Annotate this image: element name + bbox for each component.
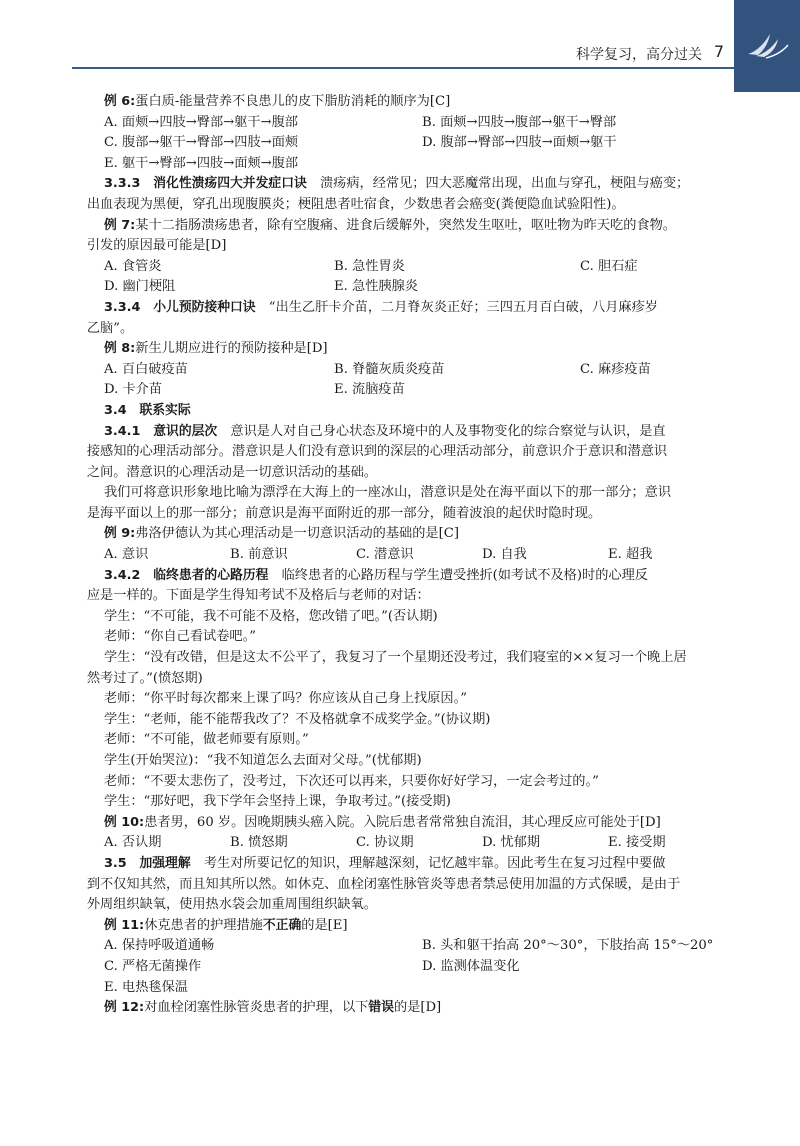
option-d: D. 幽门梗阻 (104, 279, 176, 295)
option-b: B. 愤怒期 (230, 835, 288, 851)
option-c: C. 潜意识 (356, 547, 414, 563)
option-a: A. 面颊→四肢→臀部→躯干→腹部 (104, 114, 298, 130)
option-a: A. 意识 (104, 547, 149, 563)
dialog-line: 老师：“不要太悲伤了，没考过，下次还可以再来，只要你好好学习，一定会考过的。” (104, 773, 599, 789)
example-10-question: 例 10:患者男，60 岁。因晚期胰头癌入院。入院后患者常常独自流泪，其心理反应可能处于[D] (104, 814, 661, 830)
section-3-3-3-text: 出血表现为黑便，穿孔出现腹膜炎；梗阻患者吐宿食，少数患者会癌变(粪便隐血试验阳性)。 (86, 196, 625, 212)
option-e: E. 躯干→臀部→四肢→面颊→腹部 (104, 155, 299, 171)
option-c: C. 胆石症 (580, 258, 638, 274)
option-e: E. 接受期 (608, 835, 666, 851)
section-3-4-2-text: 应是一样的。下面是学生得知考试不及格后与老师的对话： (86, 588, 430, 604)
page-number: 7 (713, 42, 724, 61)
dialog-line: 学生：“老师，能不能帮我改了？不及格就拿不成奖学金。”(协议期) (104, 711, 491, 727)
option-d: D. 腹部→臀部→四肢→面颊→躯干 (422, 135, 617, 151)
example-12-question: 例 12:对血栓闭塞性脉管炎患者的护理，以下错误的是[D] (104, 1000, 442, 1016)
section-3-3-3: 3.3.3 消化性溃疡四大并发症口诀 溃疡病，经常见；四大恶魔常出现，出血与穿孔，梗阻与癌变； (104, 176, 690, 192)
option-b: B. 头和躯干抬高 20°～30°，下肢抬高 15°～20° (422, 938, 714, 954)
option-b: B. 面颊→四肢→腹部→躯干→臀部 (422, 114, 617, 130)
option-b: B. 前意识 (230, 547, 288, 563)
dialog-line: 然考过了。”(愤怒期) (86, 670, 203, 686)
option-c: C. 严格无菌操作 (104, 958, 202, 974)
example-7-options-row2 (104, 277, 732, 298)
example-8-question: 例 8:新生儿期应进行的预防接种是[D] (104, 341, 328, 357)
example-6-options-row1 (104, 113, 732, 134)
dialog-line: 老师：“你自己看试卷吧。” (104, 629, 256, 645)
dialog-line: 学生：“不可能，我不可能不及格，您改错了吧。”(否认期) (104, 608, 438, 624)
section-3-4-1-text: 之间。潜意识的心理活动是一切意识活动的基础。 (86, 464, 377, 480)
page-header (0, 0, 800, 92)
option-e: E. 超我 (608, 547, 653, 563)
section-3-3-4: 3.3.4 小儿预防接种口诀 “出生乙肝卡介苗，二月脊灰炎正好；三四五月百白破，八月麻疹岁 (104, 299, 658, 315)
dialog-line: 学生：“没有改错，但是这太不公平了，我复习了一个星期还没考过，我们寝室的××复习一个晚上居 (104, 650, 687, 666)
option-e: E. 流脑疫苗 (334, 382, 405, 398)
example-11-question: 例 11:休克患者的护理措施不正确的是[E] (104, 917, 348, 933)
section-3-4-1-para2: 我们可将意识形象地比喻为漂浮在大海上的一座冰山，潜意识是处在海平面以下的那一部分；意识 (104, 485, 672, 501)
option-d: D. 忧郁期 (482, 835, 541, 851)
option-d: D. 自我 (482, 547, 527, 563)
dialog-line: 老师：“你平时每次都来上课了吗？你应该从自己身上找原因。” (104, 691, 467, 707)
dialog-line: 学生：“那好吧，我下学年会坚持上课，争取考过。”(接受期) (104, 794, 451, 810)
option-d: D. 卡介苗 (104, 382, 163, 398)
option-c: C. 麻疹疫苗 (580, 361, 651, 377)
example-11-options-row2 (104, 957, 732, 978)
option-c: C. 腹部→躯干→臀部→四肢→面颊 (104, 135, 299, 151)
option-c: C. 协议期 (356, 835, 414, 851)
page-content (86, 92, 732, 1019)
header-rule (72, 67, 734, 69)
header-tab (734, 0, 800, 92)
option-e: E. 急性胰腺炎 (334, 279, 418, 295)
example-9-options (104, 545, 732, 566)
example-9-question: 例 9:弗洛伊德认为其心理活动是一切意识活动的基础的是[C] (104, 526, 459, 542)
section-3-4-1-para2: 是海平面以上的那一部分；前意识是海平面附近的那一部分，随着波浪的起伏时隐时现。 (86, 505, 602, 521)
option-a: A. 保持呼吸道通畅 (104, 938, 215, 954)
section-3-4-1-text: 接感知的心理活动部分。潜意识是人们没有意识到的深层的心理活动部分，前意识介于意识和潜意识 (86, 444, 668, 460)
running-title: 科学复习，高分过关 (576, 47, 702, 63)
section-3-5: 3.5 加强理解 考生对所要记忆的知识，理解越深刻，记忆越牢靠。因此考生在复习过程中要做 (104, 855, 666, 871)
example-11-options-row1 (104, 936, 732, 957)
example-6-options-row2 (104, 133, 732, 154)
example-7-options-row1 (104, 257, 732, 278)
option-a: A. 否认期 (104, 835, 162, 851)
section-3-4: 3.4 联系实际 (104, 402, 191, 418)
wing-logo-icon (746, 30, 790, 60)
option-a: A. 食管炎 (104, 258, 162, 274)
example-6-question: 例 6:蛋白质-能量营养不良患儿的皮下脂肪消耗的顺序为[C] (104, 94, 451, 109)
option-d: D. 监测体温变化 (422, 958, 520, 974)
option-e: E. 电热毯保温 (104, 979, 188, 995)
example-7-question: 例 7:某十二指肠溃疡患者，除有空腹痛、进食后缓解外，突然发生呕吐，呕吐物为昨天吃的食物。 (104, 217, 676, 233)
section-3-4-2: 3.4.2 临终患者的心路历程 临终患者的心路历程与学生遭受挫折(如考试不及格)时的心理反 (104, 567, 648, 583)
option-a: A. 百白破疫苗 (104, 361, 188, 377)
example-8-options-row1 (104, 360, 732, 381)
example-10-options (104, 833, 732, 854)
option-b: B. 急性胃炎 (334, 258, 405, 274)
section-3-3-4-text: 乙脑”。 (86, 320, 134, 336)
example-7-question-cont: 引发的原因最可能是[D] (86, 238, 227, 254)
section-3-5-text: 外周组织缺氧，使用热水袋会加重周围组织缺氧。 (86, 897, 377, 913)
example-8-options-row2 (104, 380, 732, 401)
dialog-line: 学生(开始哭泣)：“我不知道怎么去面对父母。”(忧郁期) (104, 753, 422, 768)
section-3-4-1: 3.4.1 意识的层次 意识是人对自己身心状态及环境中的人及事物变化的综合察觉与认识，是直 (104, 423, 666, 439)
dialog-line: 老师：“不可能，做老师要有原则。” (104, 732, 309, 748)
option-b: B. 脊髓灰质炎疫苗 (334, 361, 445, 377)
section-3-5-text: 到不仅知其然，而且知其所以然。如休克、血栓闭塞性脉管炎等患者禁忌使用加温的方式保暖，是由于 (86, 876, 681, 892)
